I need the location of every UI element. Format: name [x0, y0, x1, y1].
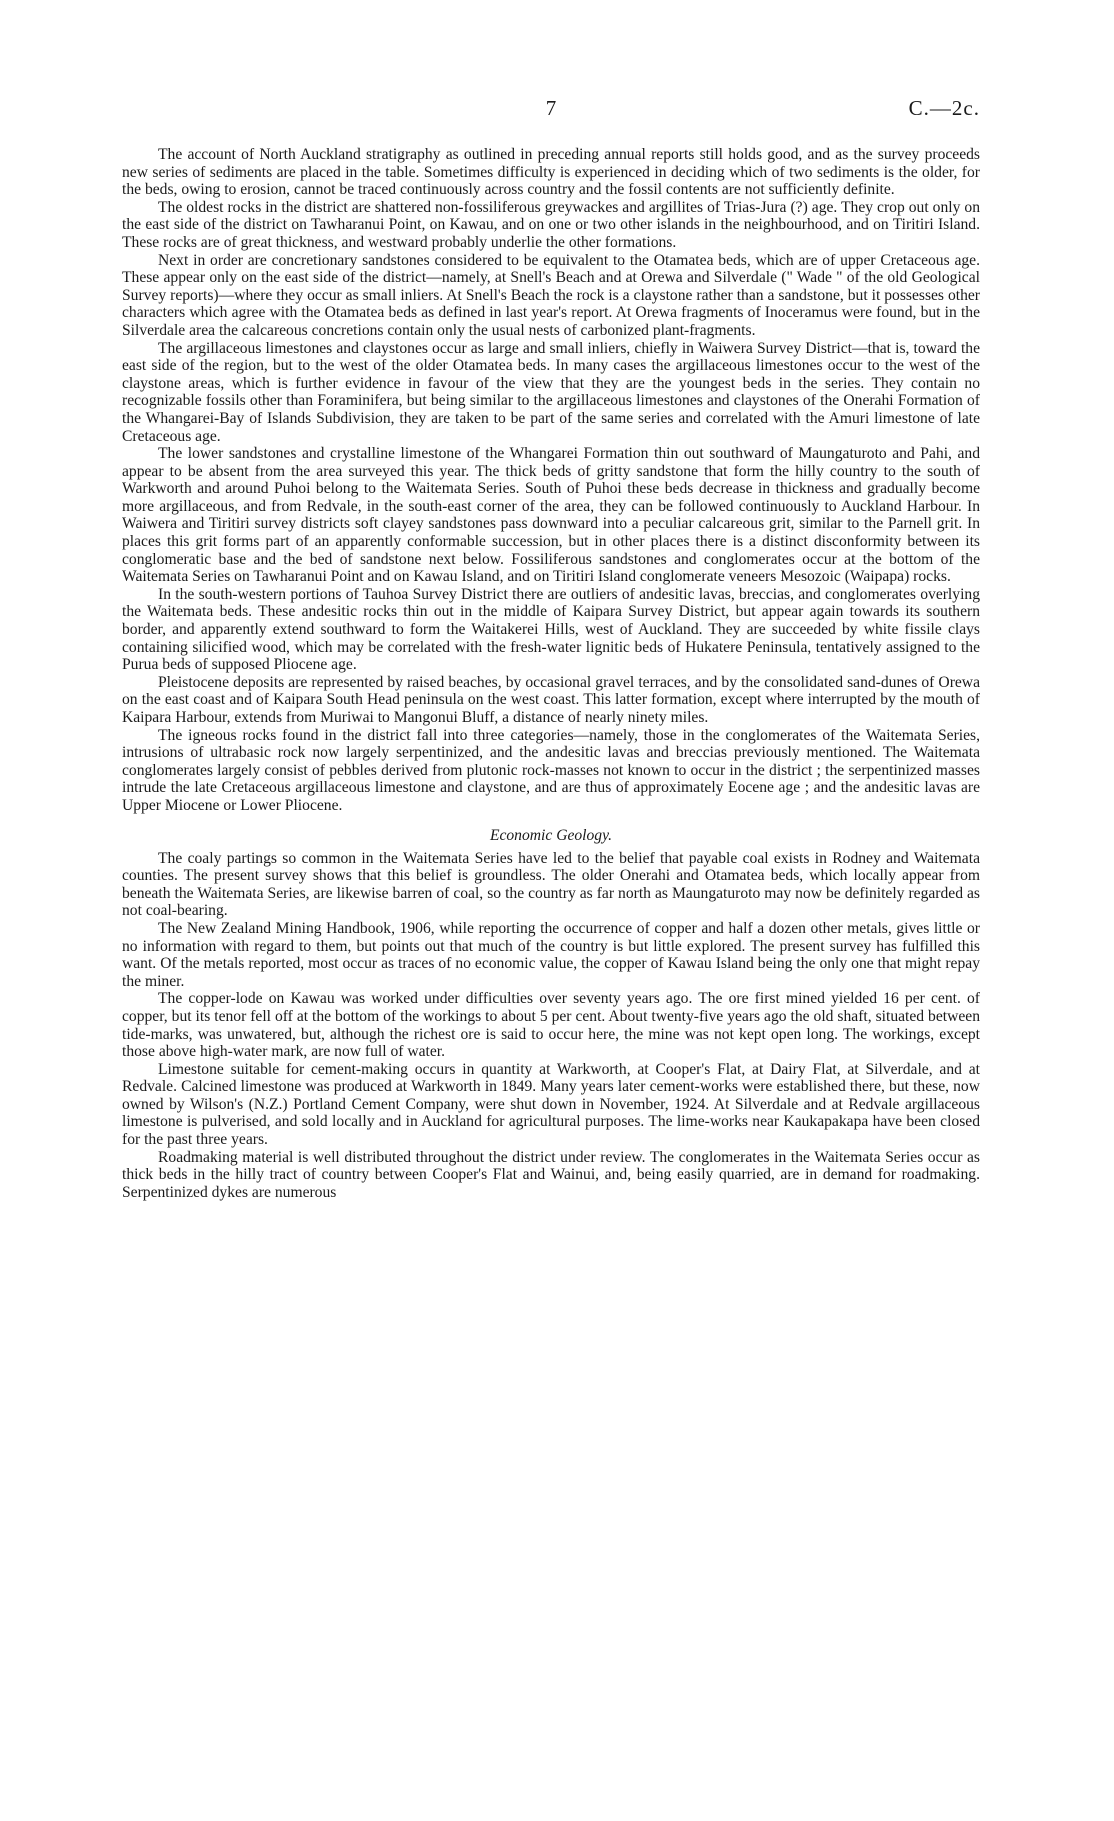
paragraph-igneous-rocks: The igneous rocks found in the district fall into three categories—namely, those in the conglomerates of the Waitemata Series, intrusions of ultrabasic rock now largely serpentinized, and the andesitic lavas and breccias previously mentioned. The Waitemata conglomerates largely consist of pebbles derived from plutonic rock-masses not known to occur in the district ; the serpentinized masses intrude the late Cretaceous argillaceous limestone and claystone, and are thus of approximately Eocene age ; and the andesitic lavas are Upper Miocene or Lower Pliocene. [122, 726, 980, 814]
paragraph-roadmaking: Roadmaking material is well distributed throughout the district under review. The conglomerates in the Waitemata Series occur as thick beds in the hilly tract of country between Cooper's Flat and Wainui, and, being easily quarried, are in demand for roadmaking. Serpentinized dykes are numerous [122, 1148, 980, 1201]
paragraph-copper-lode: The copper-lode on Kawau was worked under difficulties over seventy years ago. The ore first mined yielded 16 per cent. of copper, but its tenor fell off at the bottom of the workings to about 5 per cent. About twenty-five years ago the old shaft, situated between tide-marks, was unwatered, but, although the richest ore is said to occur here, the mine was not kept open long. The workings, except those above high-water mark, are now full of water. [122, 990, 980, 1061]
section-heading-economic-geology: Economic Geology. [489, 826, 613, 844]
document-reference: C.—2c. [908, 96, 980, 120]
page-header [122, 96, 980, 126]
paragraph-coal: The coaly partings so common in the Waitemata Series have led to the belief that payable coal exists in Rodney and Waitemata counties. The present survey shows that this belief is groundless. The older Onerahi and Otamatea beds, which locally appear from beneath the Waitemata Series, are likewise barren of coal, so the country as far north as Maungaturoto may now be definitely regarded as not coal-bearing. [122, 849, 980, 920]
paragraph-argillaceous-limestones: The argillaceous limestones and claystones occur as large and small inliers, chiefly in Waiwera Survey District—that is, toward the east side of the region, but to the west of the older Otamatea beds. In many cases the argillaceous limestones occur to the west of the claystone areas, which is further evidence in favour of the view that they are the youngest beds in the series. They contain no recognizable fossils other than Foraminifera, but being similar to the argillaceous limestones and claystones of the Onerahi Formation of the Whangarei-Bay of Islands Subdivision, they are taken to be part of the same series and correlated with the Amuri limestone of late Cretaceous age. [122, 339, 980, 445]
page-number: 7 [545, 96, 557, 120]
paragraph-andesitic-lavas: In the south-western portions of Tauhoa Survey District there are outliers of andesitic lavas, breccias, and conglomerates overlying the Waitemata beds. These andesitic rocks thin out in the middle of Kaipara Survey District, but appear again towards its southern border, and apparently extend southward to form the Waitakerei Hills, west of Auckland. They are succeeded by white fissile clays containing silicified wood, which may be correlated with the fresh-water lignitic beds of Hukatere Peninsula, tentatively assigned to the Purua beds of supposed Pliocene age. [122, 585, 980, 674]
paragraph-stratigraphy-intro: The account of North Auckland stratigraphy as outlined in preceding annual reports still holds good, and as the survey proceeds new series of sediments are placed in the table. Sometimes difficulty is experienced in deciding which of two sediments is the older, for the beds, owing to erosion, cannot be traced continuously across country and the fossil contents are not sufficiently definite. [122, 146, 980, 199]
paragraph-waitemata-series: The lower sandstones and crystalline limestone of the Whangarei Formation thin out southward of Maungaturoto and Pahi, and appear to be absent from the area surveyed this year. The thick beds of gritty sandstone that form the hilly country to the south of Warkworth and around Puhoi belong to the Waitemata Series. South of Puhoi these beds decrease in thickness and gradually become more argillaceous, and from Redvale, in the south-east corner of the area, they can be followed continuously to Auckland Harbour. In Waiwera and Tiritiri survey districts soft clayey sandstones pass downward into a peculiar calcareous grit, similar to the Parnell grit. In places this grit forms part of an apparently conformable succession, but in other places there is a distinct disconformity between its conglomeratic base and the bed of sandstone next below. Fossiliferous sandstones and conglomerates occur at the bottom of the Waitemata Series on Tawharanui Point and on Kawau Island, and on Tiritiri Island conglomerate veneers Mesozoic (Waipapa) rocks. [122, 445, 980, 586]
body-text [122, 146, 980, 1201]
paragraph-limestone: Limestone suitable for cement-making occurs in quantity at Warkworth, at Cooper's Flat, at Dairy Flat, at Silverdale, and at Redvale. Calcined limestone was produced at Warkworth in 1849. Many years later cement-works were established there, but these, now owned by Wilson's (N.Z.) Portland Cement Company, were shut down in November, 1924. At Silverdale and at Redvale argillaceous limestone is pulverised, and sold locally and in Auckland for agricultural purposes. The lime-works near Kaukapakapa have been closed for the past three years. [122, 1060, 980, 1149]
paragraph-oldest-rocks: The oldest rocks in the district are shattered non-fossiliferous greywackes and argillites of Trias-Jura (?) age. They crop out only on the east side of the district on Tawharanui Point, on Kawau, and on one or two other islands in the neighbourhood, and on Tiritiri Island. These rocks are of great thickness, and westward probably underlie the other formations. [122, 198, 980, 251]
paragraph-pleistocene-deposits: Pleistocene deposits are represented by raised beaches, by occasional gravel terraces, and by the consolidated sand-dunes of Orewa on the east coast and of Kaipara South Head peninsula on the west coast. This latter formation, except where interrupted by the mouth of Kaipara Harbour, extends from Muriwai to Mangonui Bluff, a distance of nearly ninety miles. [122, 673, 980, 726]
paragraph-concretionary-sandstones: Next in order are concretionary sandstones considered to be equivalent to the Otamatea beds, which are of upper Cretaceous age. These appear only on the east side of the district—namely, at Snell's Beach and at Orewa and Silverdale (" Wade " of the old Geological Survey reports)—where they occur as small inliers. At Snell's Beach the rock is a claystone rather than a sandstone, but it possesses other characters which agree with the Otamatea beds as defined in last year's report. At Orewa fragments of Inoceramus were found, but in the Silverdale area the calcareous concretions contain only the usual nests of carbonized plant-fragments. [122, 251, 980, 339]
paragraph-metals: The New Zealand Mining Handbook, 1906, while reporting the occurrence of copper and half a dozen other metals, gives little or no information with regard to them, but points out that much of the country is but little explored. The present survey has fulfilled this want. Of the metals reported, most occur as traces of no economic value, the copper of Kawau Island being the only one that might repay the miner. [122, 919, 980, 990]
